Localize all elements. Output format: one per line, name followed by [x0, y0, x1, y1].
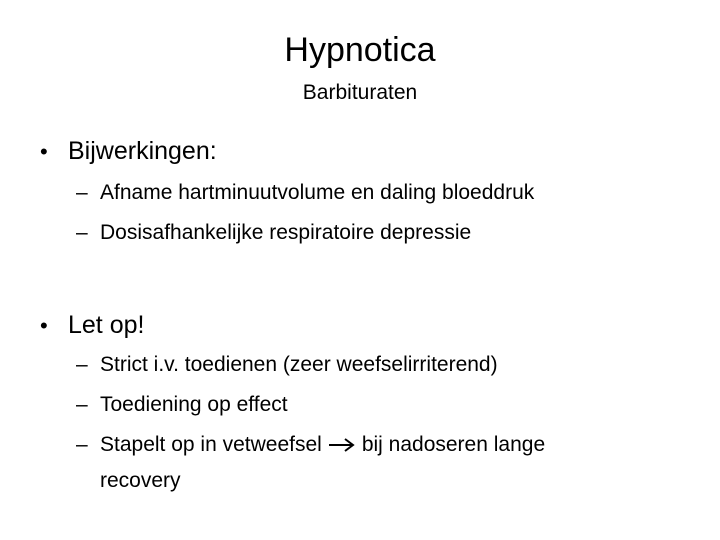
sub-item-text: Dosisafhankelijke respiratoire depressie	[100, 221, 472, 244]
slide-subtitle: Barbituraten	[302, 81, 418, 104]
sub-item-text-before-arrow: Stapelt op in vetweefsel	[100, 433, 322, 456]
sub-item	[76, 176, 676, 210]
arrow-right-icon	[328, 430, 356, 464]
sub-item-text	[100, 428, 676, 498]
sub-item-with-arrow	[76, 428, 676, 498]
sub-item-text: Toediening op effect	[100, 393, 288, 416]
sub-item-text: Afname hartminuutvolume en daling bloeddruk	[100, 181, 535, 204]
dash-marker: –	[76, 433, 88, 456]
slide-title: Hypnotica	[284, 31, 436, 69]
dash-marker: –	[76, 353, 88, 376]
sub-item-text: Strict i.v. toedienen (zeer weefselirriterend)	[100, 353, 498, 376]
dash-marker: –	[76, 181, 88, 204]
dash-marker: –	[76, 221, 88, 244]
bullet-heading: Bijwerkingen:	[68, 137, 217, 165]
dash-marker: –	[76, 393, 88, 416]
bullet-heading: Let op!	[68, 311, 145, 339]
bullet-bijwerkingen	[40, 136, 217, 167]
bullet-let-op	[40, 310, 144, 341]
sub-item	[76, 348, 676, 382]
bullet-marker: •	[40, 313, 48, 338]
sub-item	[76, 388, 676, 422]
sub-item-text-after-arrow: bij nadoseren lange	[361, 433, 546, 456]
sub-item-text-continuation: recovery	[100, 469, 181, 492]
bullet-marker: •	[40, 139, 48, 164]
sub-item	[76, 216, 676, 250]
